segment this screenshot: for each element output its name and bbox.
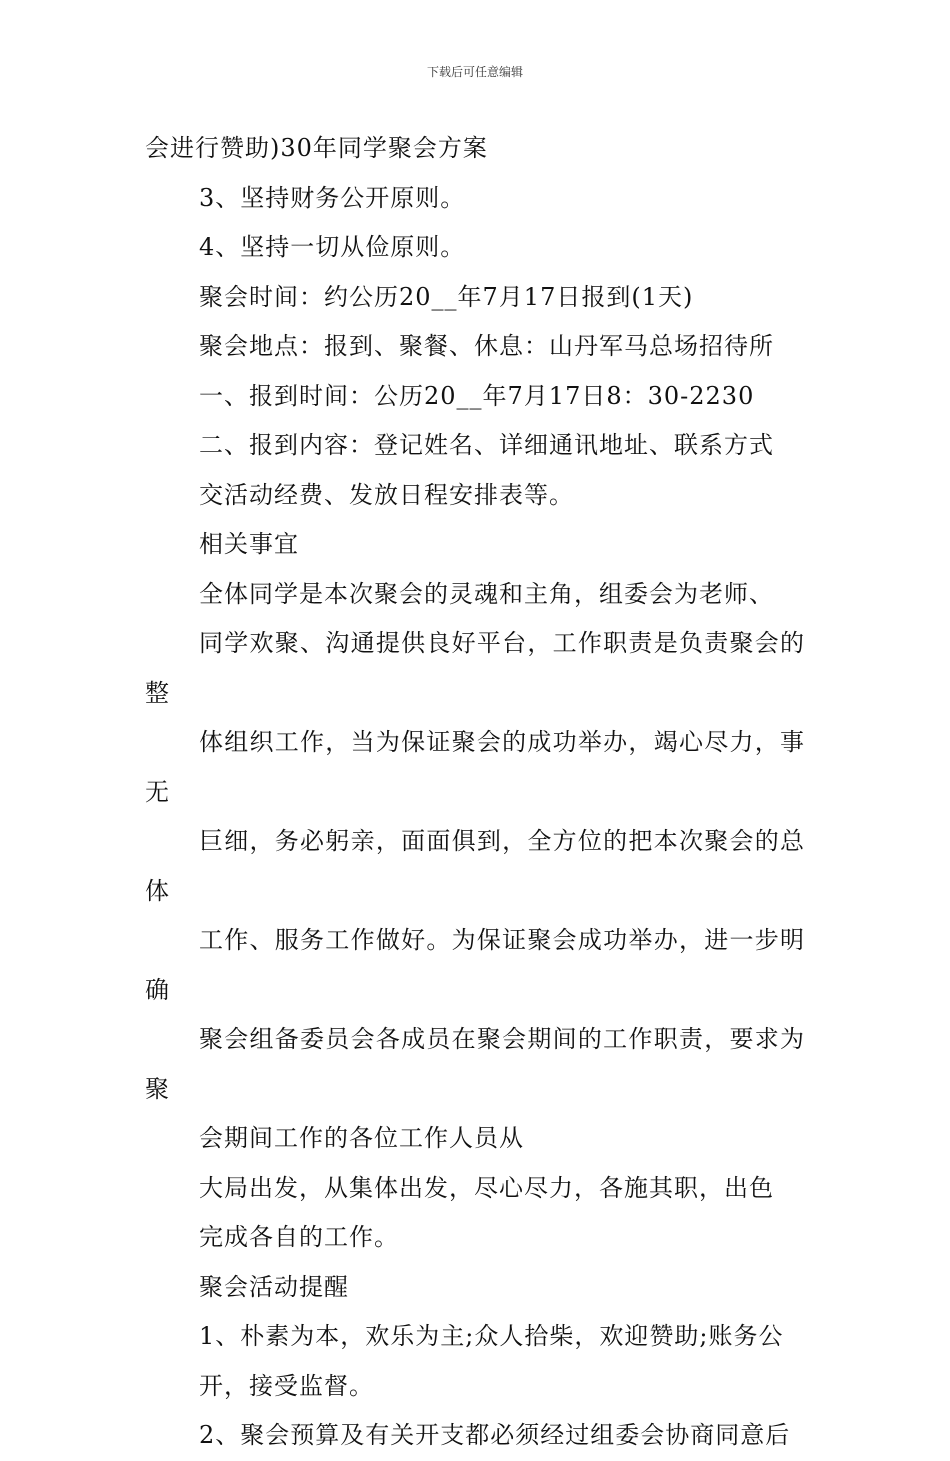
paragraph xyxy=(145,1312,805,1411)
paragraph xyxy=(145,1263,805,1313)
page-header xyxy=(0,64,950,80)
text-line: 1、朴素为本，欢乐为主;众人拾柴，欢迎赞助;账务公 xyxy=(199,1322,784,1350)
paragraph xyxy=(145,1411,805,1461)
text-line: 聚会活动提醒 xyxy=(199,1272,349,1301)
paragraph xyxy=(145,421,805,520)
document-body xyxy=(145,124,805,1461)
paragraph xyxy=(145,273,805,323)
text-line: 一、报到时间：公历20__年7月17日8：30-2230 xyxy=(199,381,755,410)
text-line: 体组织工作，当为保证聚会的成功举办，竭心尽力，事无 xyxy=(145,728,805,806)
text-line: 聚会时间：约公历20__年7月17日报到(1天) xyxy=(199,282,694,311)
paragraph xyxy=(145,570,805,1164)
text-line: 聚会组备委员会各成员在聚会期间的工作职责，要求为聚 xyxy=(145,1025,805,1103)
text-line: 4、坚持一切从俭原则。 xyxy=(199,233,466,261)
text-line: 开，接受监督。 xyxy=(199,1371,374,1400)
text-line: 会期间工作的各位工作人员从 xyxy=(199,1124,524,1152)
paragraph xyxy=(145,1164,805,1263)
text-line: 完成各自的工作。 xyxy=(199,1223,399,1251)
text-line: 全体同学是本次聚会的灵魂和主角，组委会为老师、 xyxy=(199,579,774,608)
text-line: 2、聚会预算及有关开支都必须经过组委会协商同意后 xyxy=(199,1421,791,1449)
paragraph xyxy=(145,322,805,372)
text-line: 同学欢聚、沟通提供良好平台，工作职责是负责聚会的整 xyxy=(145,629,805,707)
text-line: 巨细，务必躬亲，面面俱到，全方位的把本次聚会的总体 xyxy=(145,827,805,905)
paragraph xyxy=(145,174,805,224)
paragraph xyxy=(145,124,805,174)
header-note: 下载后可任意编辑 xyxy=(426,65,523,79)
text-line: 交活动经费、发放日程安排表等。 xyxy=(199,480,574,509)
paragraph xyxy=(145,520,805,570)
paragraph xyxy=(145,372,805,422)
text-line: 3、坚持财务公开原则。 xyxy=(199,183,466,212)
text-line: 大局出发，从集体出发，尽心尽力，各施其职，出色 xyxy=(199,1173,774,1202)
paragraph xyxy=(145,223,805,273)
text-line: 相关事宜 xyxy=(199,530,299,558)
text-line: 工作、服务工作做好。为保证聚会成功举办，进一步明确 xyxy=(145,926,805,1004)
text-line: 会进行赞助)30年同学聚会方案 xyxy=(145,134,488,162)
text-line: 聚会地点：报到、聚餐、休息：山丹军马总场招待所 xyxy=(199,332,774,360)
text-line: 二、报到内容：登记姓名、详细通讯地址、联系方式 xyxy=(199,431,774,459)
